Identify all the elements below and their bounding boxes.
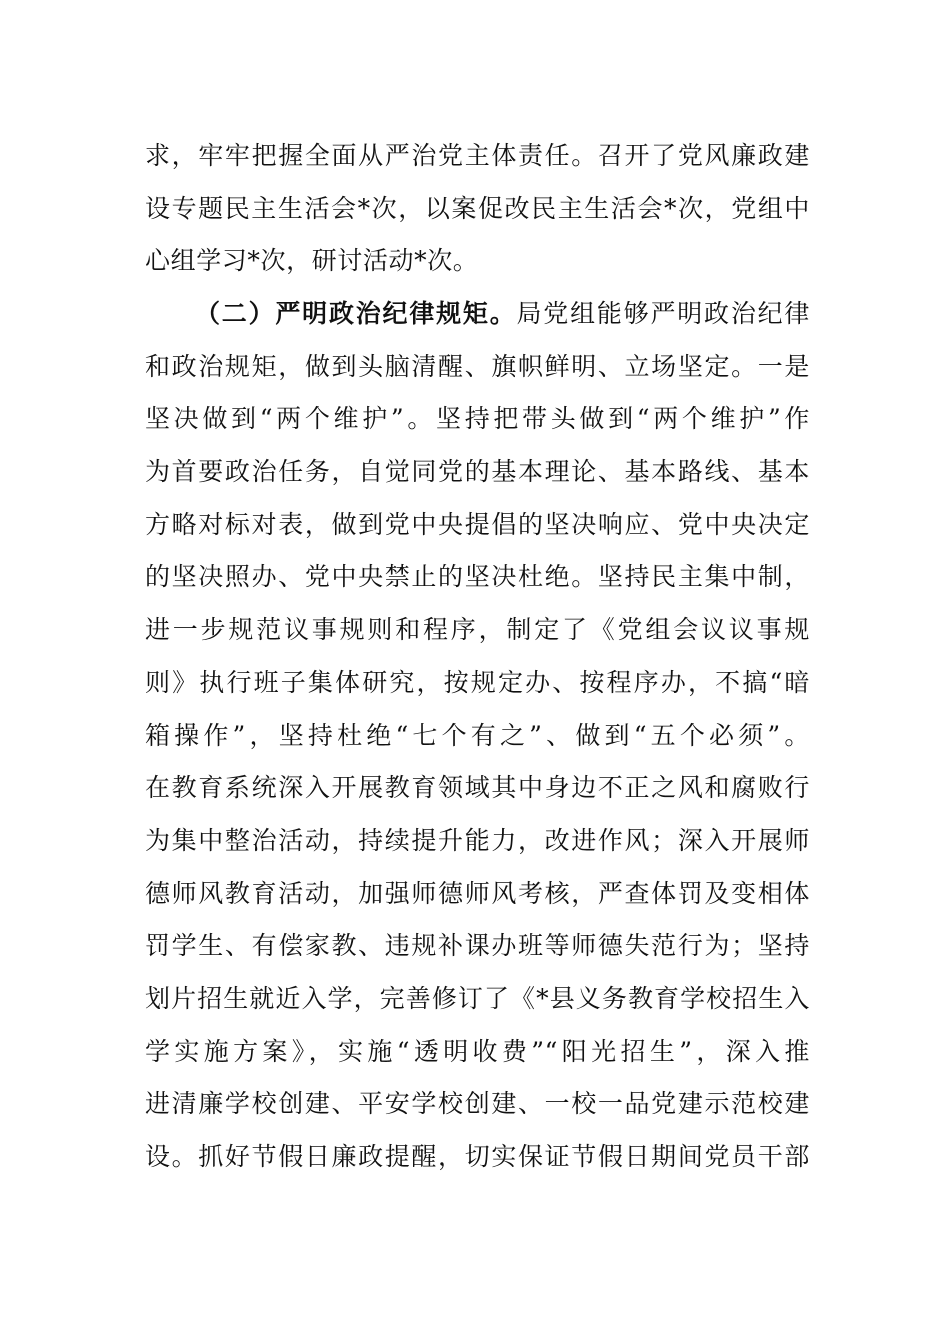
paragraph-line: 心组学习*次，研讨活动*次。	[145, 246, 479, 276]
paragraph-line: 学实施方案》，实施“透明收费”“阳光招生”，深入推	[145, 1036, 810, 1066]
paragraph-line: 为集中整治活动，持续提升能力，改进作风；深入开展师	[145, 825, 810, 855]
paragraph-line: 进一步规范议事规则和程序，制定了《党组会议议事规	[145, 615, 810, 645]
paragraph-line: 在教育系统深入开展教育领域其中身边不正之风和腐败行	[145, 773, 810, 803]
paragraph-line: 箱操作”，坚持杜绝“七个有之”、做到“五个必须”。	[145, 720, 810, 750]
paragraph-first-line	[145, 288, 810, 341]
paragraph-line: 求，牢牢把握全面从严治党主体责任。召开了党风廉政建	[145, 141, 810, 170]
paragraph-line: 罚学生、有偿家教、违规补课办班等师德失范行为；坚持	[145, 931, 810, 961]
paragraph-political-discipline	[145, 288, 810, 1184]
paragraph-line: 坚决做到“两个维护”。坚持把带头做到“两个维护”作	[145, 404, 810, 434]
paragraph-line: 德师风教育活动，加强师德师风考核，严查体罚及变相体	[145, 878, 810, 908]
paragraph-line: 设专题民主生活会*次，以案促改民主生活会*次，党组中	[145, 193, 810, 223]
paragraph-line: 则》执行班子集体研究，按规定办、按程序办，不搞“暗	[145, 667, 810, 697]
paragraph-responsibility	[145, 130, 810, 288]
paragraph-line: 进清廉学校创建、平安学校创建、一校一品党建示范校建	[145, 1089, 810, 1119]
paragraph-line-text: 局党组能够严明政治纪律	[516, 299, 811, 328]
paragraph-line: 设。抓好节假日廉政提醒，切实保证节假日期间党员干部	[145, 1142, 810, 1171]
paragraph-line: 和政治规矩，做到头脑清醒、旗帜鲜明、立场坚定。一是	[145, 351, 810, 381]
paragraph-line: 为首要政治任务，自觉同党的基本理论、基本路线、基本	[145, 457, 810, 487]
section-heading: （二）严明政治纪律规矩。	[195, 299, 517, 328]
paragraph-line: 划片招生就近入学，完善修订了《*县义务教育学校招生入	[145, 983, 810, 1013]
paragraph-line: 的坚决照办、党中央禁止的坚决杜绝。坚持民主集中制，	[145, 562, 810, 592]
paragraph-line: 方略对标对表，做到党中央提倡的坚决响应、党中央决定	[145, 509, 810, 539]
